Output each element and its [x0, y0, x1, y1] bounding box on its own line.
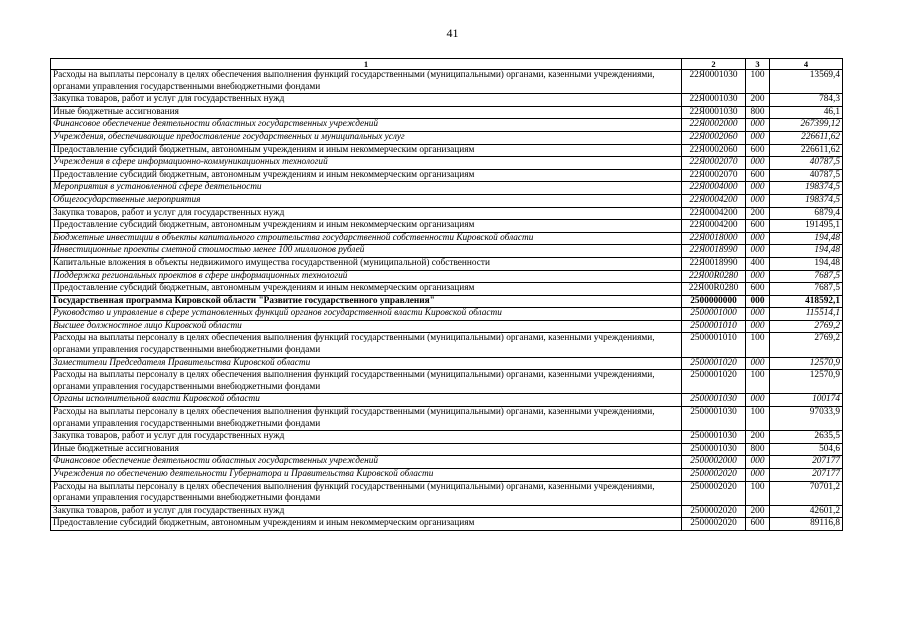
row-code-cell: 2500001030 — [682, 407, 746, 431]
row-type-cell: 600 — [746, 283, 770, 296]
table-row — [51, 220, 843, 233]
row-code-cell: 22Я0002070 — [682, 169, 746, 182]
row-type-cell: 000 — [746, 131, 770, 144]
row-code-cell: 22Я0018990 — [682, 257, 746, 270]
row-type-cell: 000 — [746, 182, 770, 195]
row-code-cell: 22Я0002060 — [682, 144, 746, 157]
row-type-cell: 800 — [746, 106, 770, 119]
table-row — [51, 394, 843, 407]
row-amount-cell: 6879,4 — [770, 207, 843, 220]
table-row — [51, 182, 843, 195]
row-code-cell: 2500002020 — [682, 481, 746, 505]
row-code-cell: 2500001030 — [682, 394, 746, 407]
row-amount-cell: 784,3 — [770, 94, 843, 107]
row-name-cell: Предоставление субсидий бюджетным, автономным учреждениям и иным некоммерческим организациям — [51, 518, 682, 531]
table-row — [51, 119, 843, 132]
row-amount-cell: 226611,62 — [770, 131, 843, 144]
row-amount-cell: 191495,1 — [770, 220, 843, 233]
table-row — [51, 194, 843, 207]
header-col-1: 1 — [51, 59, 682, 70]
row-amount-cell: 194,48 — [770, 245, 843, 258]
row-amount-cell: 89116,8 — [770, 518, 843, 531]
row-code-cell: 22Я0002060 — [682, 131, 746, 144]
row-name-cell: Органы исполнительной власти Кировской области — [51, 394, 682, 407]
table-row — [51, 320, 843, 333]
row-amount-cell: 7687,5 — [770, 283, 843, 296]
table-row — [51, 94, 843, 107]
row-amount-cell: 42601,2 — [770, 505, 843, 518]
header-col-2: 2 — [682, 59, 746, 70]
table-row — [51, 270, 843, 283]
row-amount-cell: 40787,5 — [770, 157, 843, 170]
row-type-cell: 200 — [746, 207, 770, 220]
row-name-cell: Расходы на выплаты персоналу в целях обеспечения выполнения функций государственными (муниципальными) органами, казенными учреждениями, органами управления государственными внебюджетными фондами — [51, 333, 682, 357]
row-code-cell: 22Я0018990 — [682, 245, 746, 258]
table-row — [51, 144, 843, 157]
row-amount-cell: 226611,62 — [770, 144, 843, 157]
row-code-cell: 2500001010 — [682, 320, 746, 333]
table-row — [51, 443, 843, 456]
table-row — [51, 333, 843, 357]
page-number: 41 — [446, 26, 459, 40]
row-name-cell: Учреждения, обеспечивающие предоставление государственных и муниципальных услуг — [51, 131, 682, 144]
row-code-cell: 22Я00R0280 — [682, 283, 746, 296]
row-code-cell: 22Я0004200 — [682, 220, 746, 233]
row-type-cell: 000 — [746, 394, 770, 407]
row-name-cell: Предоставление субсидий бюджетным, автономным учреждениям и иным некоммерческим организациям — [51, 283, 682, 296]
table-row — [51, 518, 843, 531]
row-code-cell: 2500002020 — [682, 505, 746, 518]
row-type-cell: 100 — [746, 407, 770, 431]
row-amount-cell: 97033,9 — [770, 407, 843, 431]
row-type-cell: 000 — [746, 245, 770, 258]
row-name-cell: Общегосударственные мероприятия — [51, 194, 682, 207]
row-code-cell: 22Я0002070 — [682, 157, 746, 170]
row-name-cell: Бюджетные инвестиции в объекты капитального строительства государственной собственности Кировской области — [51, 232, 682, 245]
row-name-cell: Финансовое обеспечение деятельности областных государственных учреждений — [51, 119, 682, 132]
table-row — [51, 370, 843, 394]
row-code-cell: 2500002020 — [682, 518, 746, 531]
row-amount-cell: 2769,2 — [770, 320, 843, 333]
row-type-cell: 200 — [746, 505, 770, 518]
table-row — [51, 131, 843, 144]
row-type-cell: 000 — [746, 157, 770, 170]
row-type-cell: 000 — [746, 194, 770, 207]
row-amount-cell: 2635,5 — [770, 431, 843, 444]
row-type-cell: 600 — [746, 220, 770, 233]
row-type-cell: 800 — [746, 443, 770, 456]
row-amount-cell: 504,6 — [770, 443, 843, 456]
row-amount-cell: 70701,2 — [770, 481, 843, 505]
row-type-cell: 000 — [746, 456, 770, 469]
row-code-cell: 2500002000 — [682, 456, 746, 469]
row-code-cell: 2500001030 — [682, 443, 746, 456]
row-name-cell: Инвестиционные проекты сметной стоимостью менее 100 миллионов рублей — [51, 245, 682, 258]
table-row — [51, 207, 843, 220]
row-type-cell: 100 — [746, 481, 770, 505]
row-type-cell: 200 — [746, 94, 770, 107]
row-name-cell: Мероприятия в установленной сфере деятельности — [51, 182, 682, 195]
table-row — [51, 357, 843, 370]
row-name-cell: Учреждения по обеспечению деятельности Губернатора и Правительства Кировской области — [51, 469, 682, 482]
table-row — [51, 456, 843, 469]
table-row — [51, 283, 843, 296]
row-amount-cell: 198374,5 — [770, 194, 843, 207]
row-code-cell: 22Я0004200 — [682, 194, 746, 207]
row-name-cell: Расходы на выплаты персоналу в целях обеспечения выполнения функций государственными (муниципальными) органами, казенными учреждениями, органами управления государственными внебюджетными фондами — [51, 407, 682, 431]
row-name-cell: Предоставление субсидий бюджетным, автономным учреждениям и иным некоммерческим организациям — [51, 220, 682, 233]
row-code-cell: 2500001000 — [682, 308, 746, 321]
row-name-cell: Капитальные вложения в объекты недвижимого имущества государственной (муниципальной) собственности — [51, 257, 682, 270]
row-amount-cell: 12570,9 — [770, 357, 843, 370]
table-row — [51, 407, 843, 431]
row-amount-cell: 46,1 — [770, 106, 843, 119]
table-row — [51, 232, 843, 245]
row-amount-cell: 207177 — [770, 469, 843, 482]
row-type-cell: 100 — [746, 370, 770, 394]
row-name-cell: Закупка товаров, работ и услуг для государственных нужд — [51, 431, 682, 444]
row-amount-cell: 418592,1 — [770, 295, 843, 308]
row-name-cell: Предоставление субсидий бюджетным, автономным учреждениям и иным некоммерческим организациям — [51, 169, 682, 182]
row-name-cell: Иные бюджетные ассигнования — [51, 443, 682, 456]
table-row — [51, 481, 843, 505]
row-code-cell: 22Я0001030 — [682, 94, 746, 107]
table-row — [51, 505, 843, 518]
row-type-cell: 600 — [746, 169, 770, 182]
row-type-cell: 000 — [746, 295, 770, 308]
row-name-cell: Заместители Председателя Правительства Кировской области — [51, 357, 682, 370]
header-col-4: 4 — [770, 59, 843, 70]
row-name-cell: Иные бюджетные ассигнования — [51, 106, 682, 119]
header-col-3: 3 — [746, 59, 770, 70]
row-code-cell: 2500000000 — [682, 295, 746, 308]
row-amount-cell: 267399,12 — [770, 119, 843, 132]
row-code-cell: 2500001020 — [682, 357, 746, 370]
row-type-cell: 000 — [746, 320, 770, 333]
table-row — [51, 70, 843, 94]
row-name-cell: Финансовое обеспечение деятельности областных государственных учреждений — [51, 456, 682, 469]
table-row — [51, 469, 843, 482]
row-amount-cell: 207177 — [770, 456, 843, 469]
row-code-cell: 22Я0004000 — [682, 182, 746, 195]
row-code-cell: 22Я0002000 — [682, 119, 746, 132]
row-name-cell: Руководство и управление в сфере установленных функций органов государственной власти Кировской области — [51, 308, 682, 321]
row-code-cell: 22Я0004200 — [682, 207, 746, 220]
row-name-cell: Закупка товаров, работ и услуг для государственных нужд — [51, 94, 682, 107]
row-code-cell: 22Я0001030 — [682, 106, 746, 119]
row-name-cell: Расходы на выплаты персоналу в целях обеспечения выполнения функций государственными (муниципальными) органами, казенными учреждениями, органами управления государственными внебюджетными фондами — [51, 481, 682, 505]
row-type-cell: 400 — [746, 257, 770, 270]
row-type-cell: 100 — [746, 333, 770, 357]
row-amount-cell: 13569,4 — [770, 70, 843, 94]
row-type-cell: 600 — [746, 144, 770, 157]
row-name-cell: Государственная программа Кировской области "Развитие государственного управления" — [51, 295, 682, 308]
row-type-cell: 000 — [746, 308, 770, 321]
row-amount-cell: 194,48 — [770, 257, 843, 270]
row-amount-cell: 198374,5 — [770, 182, 843, 195]
row-amount-cell: 115514,1 — [770, 308, 843, 321]
row-code-cell: 2500002020 — [682, 469, 746, 482]
budget-table — [50, 58, 843, 531]
row-name-cell: Учреждения в сфере информационно-коммуникационных технологий — [51, 157, 682, 170]
row-type-cell: 000 — [746, 357, 770, 370]
row-type-cell: 100 — [746, 70, 770, 94]
row-code-cell: 22Я00R0280 — [682, 270, 746, 283]
row-name-cell: Закупка товаров, работ и услуг для государственных нужд — [51, 207, 682, 220]
table-body — [51, 70, 843, 531]
row-name-cell: Расходы на выплаты персоналу в целях обеспечения выполнения функций государственными (муниципальными) органами, казенными учреждениями, органами управления государственными внебюджетными фондами — [51, 70, 682, 94]
table-header-row — [51, 59, 843, 70]
row-code-cell: 2500001020 — [682, 370, 746, 394]
row-amount-cell: 40787,5 — [770, 169, 843, 182]
table-row — [51, 431, 843, 444]
table-row — [51, 169, 843, 182]
row-type-cell: 000 — [746, 469, 770, 482]
row-amount-cell: 12570,9 — [770, 370, 843, 394]
table-row — [51, 245, 843, 258]
row-name-cell: Поддержка региональных проектов в сфере информационных технологий — [51, 270, 682, 283]
row-name-cell: Высшее должностное лицо Кировской области — [51, 320, 682, 333]
row-name-cell: Закупка товаров, работ и услуг для государственных нужд — [51, 505, 682, 518]
row-type-cell: 600 — [746, 518, 770, 531]
row-code-cell: 2500001010 — [682, 333, 746, 357]
table-row — [51, 308, 843, 321]
row-type-cell: 000 — [746, 119, 770, 132]
table-row — [51, 157, 843, 170]
table-row — [51, 295, 843, 308]
row-type-cell: 000 — [746, 270, 770, 283]
row-code-cell: 22Я0001030 — [682, 70, 746, 94]
row-amount-cell: 2769,2 — [770, 333, 843, 357]
row-amount-cell: 100174 — [770, 394, 843, 407]
row-code-cell: 2500001030 — [682, 431, 746, 444]
row-amount-cell: 194,48 — [770, 232, 843, 245]
row-code-cell: 22Я0018000 — [682, 232, 746, 245]
row-type-cell: 000 — [746, 232, 770, 245]
row-type-cell: 200 — [746, 431, 770, 444]
table-row — [51, 257, 843, 270]
row-name-cell: Расходы на выплаты персоналу в целях обеспечения выполнения функций государственными (муниципальными) органами, казенными учреждениями, органами управления государственными внебюджетными фондами — [51, 370, 682, 394]
row-name-cell: Предоставление субсидий бюджетным, автономным учреждениям и иным некоммерческим организациям — [51, 144, 682, 157]
row-amount-cell: 7687,5 — [770, 270, 843, 283]
table-row — [51, 106, 843, 119]
